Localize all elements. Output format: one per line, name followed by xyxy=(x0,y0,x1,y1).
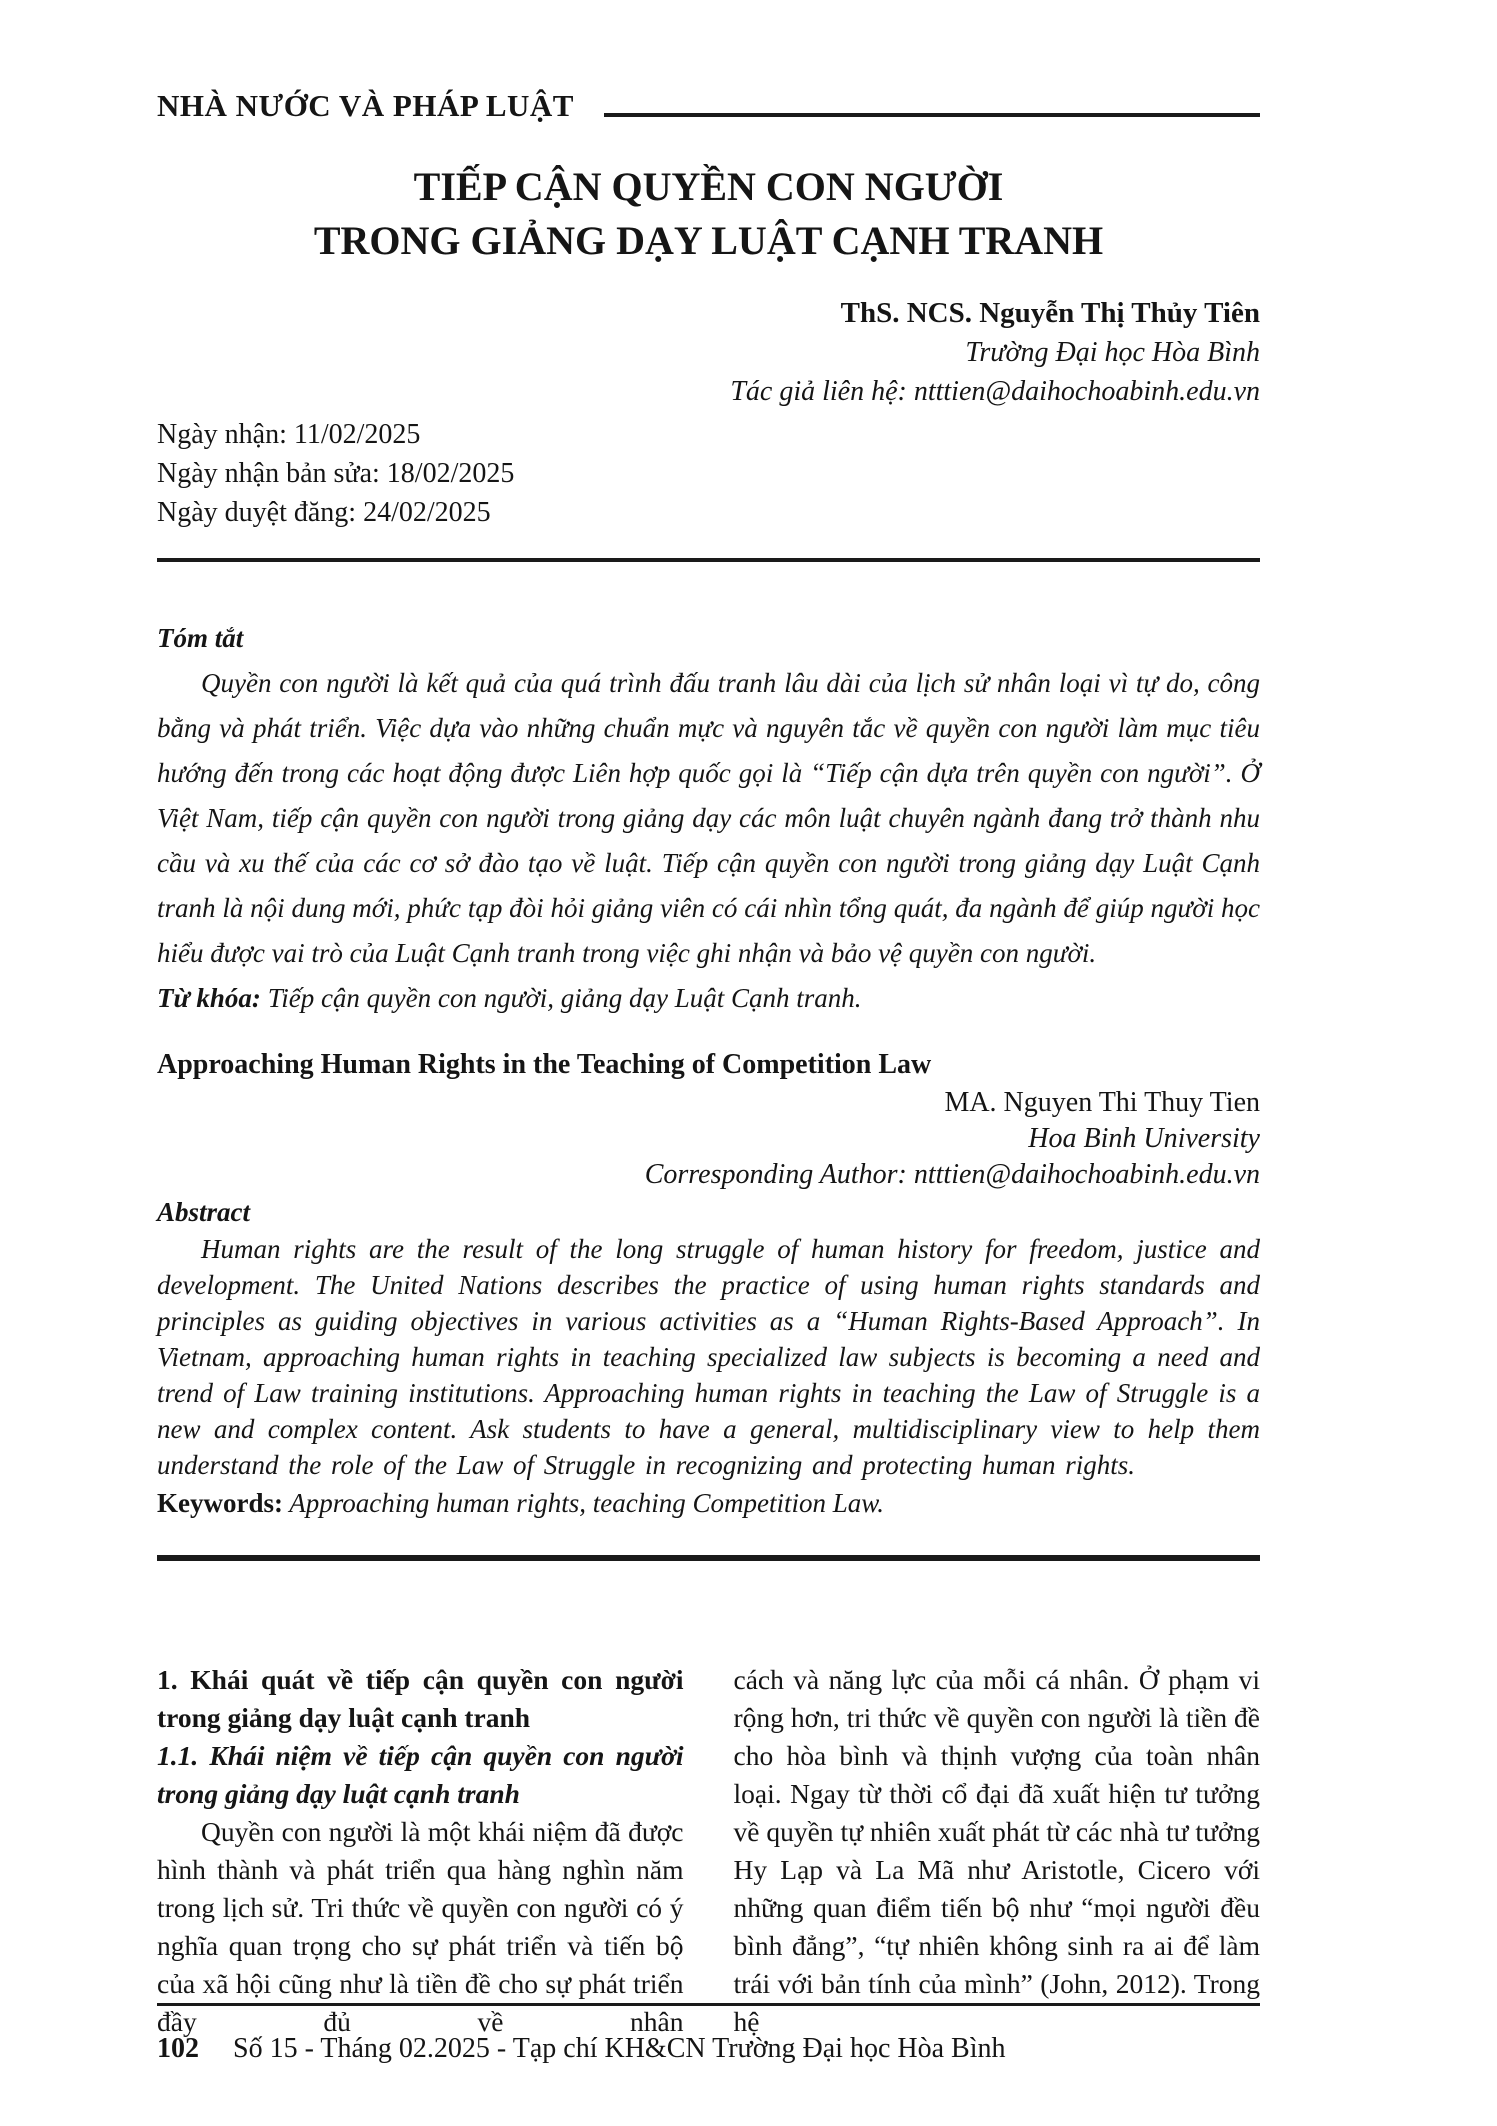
keywords-vi-label: Từ khóa: xyxy=(157,983,261,1013)
body-column-left xyxy=(157,1661,684,2041)
footer-line xyxy=(157,2030,1260,2068)
divider-rule-body xyxy=(157,1555,1260,1561)
author-affiliation: Trường Đại học Hòa Bình xyxy=(965,337,1260,368)
running-head xyxy=(157,88,1260,124)
author-name: ThS. NCS. Nguyễn Thị Thủy Tiên xyxy=(840,297,1260,329)
keywords-en-label: Keywords: xyxy=(157,1488,283,1518)
body-column-right xyxy=(734,1661,1261,2041)
article-body-columns xyxy=(157,1661,1260,2041)
abstract-en-body: Human rights are the result of the long struggle of human history for freedom, justice and development. The United Nations describes the practice of using human rights standards and principles as guiding objectives in various activities as a “Human Rights-Based Approach”. In Vietnam, approaching human rights in teaching specialized law subjects is becoming a need and trend of Law training institutions. Approaching human rights in teaching the Law of Struggle is a new and complex content. Ask students to have a general, multidisciplinary view to help them understand the role of the Law of Struggle in recognizing and protecting human rights. xyxy=(157,1234,1260,1480)
body-paragraph-right: cách và năng lực của mỗi cá nhân. Ở phạm vi rộng hơn, tri thức về quyền con người là tiền đề cho hòa bình và thịnh vượng của toàn nhân loại. Ngay từ thời cổ đại đã xuất hiện tư tưởng về quyền tự nhiên xuất phát từ các nhà tư tưởng Hy Lạp và La Mã như Aristotle, Cicero với những quan điểm tiến bộ như “mọi người đều bình đẳng”, “tự nhiên không sinh ra ai để làm trái với bản tính của mình” (John, 2012). Trong hệ xyxy=(733,1664,1260,2037)
english-contact-email: Corresponding Author: ntttien@daihochoabinh.edu.vn xyxy=(644,1159,1260,1190)
date-received: Ngày nhận: 11/02/2025 xyxy=(157,419,421,450)
divider-rule-top xyxy=(157,558,1260,562)
journal-section-label: NHÀ NƯỚC VÀ PHÁP LUẬT xyxy=(157,88,574,123)
english-section xyxy=(157,1045,1260,1523)
article-title-line1: TIẾP CẬN QUYỀN CON NGƯỜI xyxy=(413,164,1004,209)
section-1-1-heading: 1.1. Khái niệm về tiếp cận quyền con người trong giảng dạy luật cạnh tranh xyxy=(157,1740,684,1809)
abstract-vietnamese xyxy=(157,616,1260,1021)
article-title xyxy=(157,160,1260,268)
date-revised: Ngày nhận bản sửa: 18/02/2025 xyxy=(157,458,515,489)
abstract-vi-heading: Tóm tắt xyxy=(157,623,244,653)
submission-dates xyxy=(157,415,1260,532)
journal-info: Số 15 - Tháng 02.2025 - Tạp chí KH&CN Trường Đại học Hòa Bình xyxy=(233,2033,1006,2064)
english-affiliation: Hoa Binh University xyxy=(1028,1123,1260,1154)
abstract-en-heading: Abstract xyxy=(157,1197,251,1227)
abstract-vi-body: Quyền con người là kết quả của quá trình đấu tranh lâu dài của lịch sử nhân loại vì tự do, công bằng và phát triển. Việc dựa vào những chuẩn mực và nguyên tắc về quyền con người làm mục tiêu hướng đến trong các hoạt động được Liên hợp quốc gọi là “Tiếp cận dựa trên quyền con người”. Ở Việt Nam, tiếp cận quyền con người trong giảng dạy các môn luật chuyên ngành đang trở thành nhu cầu và xu thế của các cơ sở đào tạo về luật. Tiếp cận quyền con người trong giảng dạy Luật Cạnh tranh là nội dung mới, phức tạp đòi hỏi giảng viên có cái nhìn tổng quát, đa ngành để giúp người học hiểu được vai trò của Luật Cạnh tranh trong việc ghi nhận và bảo vệ quyền con người. xyxy=(157,668,1260,968)
running-head-rule xyxy=(604,113,1260,117)
english-title: Approaching Human Rights in the Teaching of Competition Law xyxy=(157,1049,932,1080)
author-contact-email: Tác giả liên hệ: ntttien@daihochoabinh.edu.vn xyxy=(730,376,1260,407)
keywords-vi-text: Tiếp cận quyền con người, giảng dạy Luật Cạnh tranh. xyxy=(260,983,862,1013)
article-title-line2: TRONG GIẢNG DẠY LUẬT CẠNH TRANH xyxy=(313,218,1104,263)
page-number: 102 xyxy=(157,2033,199,2064)
section-1-heading: 1. Khái quát về tiếp cận quyền con người trong giảng dạy luật cạnh tranh xyxy=(157,1664,684,1733)
keywords-vi-line xyxy=(157,976,1260,1021)
date-accepted: Ngày duyệt đăng: 24/02/2025 xyxy=(157,497,491,528)
page-footer xyxy=(157,2003,1260,2068)
body-paragraph-left: Quyền con người là một khái niệm đã được hình thành và phát triển qua hàng nghìn năm trong lịch sử. Tri thức về quyền con người có ý nghĩa quan trọng cho sự phát triển và tiến bộ của xã hội cũng như là tiền đề cho sự phát triển đầy đủ về nhân xyxy=(157,1816,684,2037)
keywords-en-line xyxy=(157,1483,1260,1523)
english-author-name: MA. Nguyen Thi Thuy Tien xyxy=(944,1087,1260,1118)
footer-rule xyxy=(157,2003,1260,2006)
keywords-en-text: Approaching human rights, teaching Competition Law. xyxy=(282,1488,884,1518)
english-byline xyxy=(157,1085,1260,1193)
author-block xyxy=(157,294,1260,411)
